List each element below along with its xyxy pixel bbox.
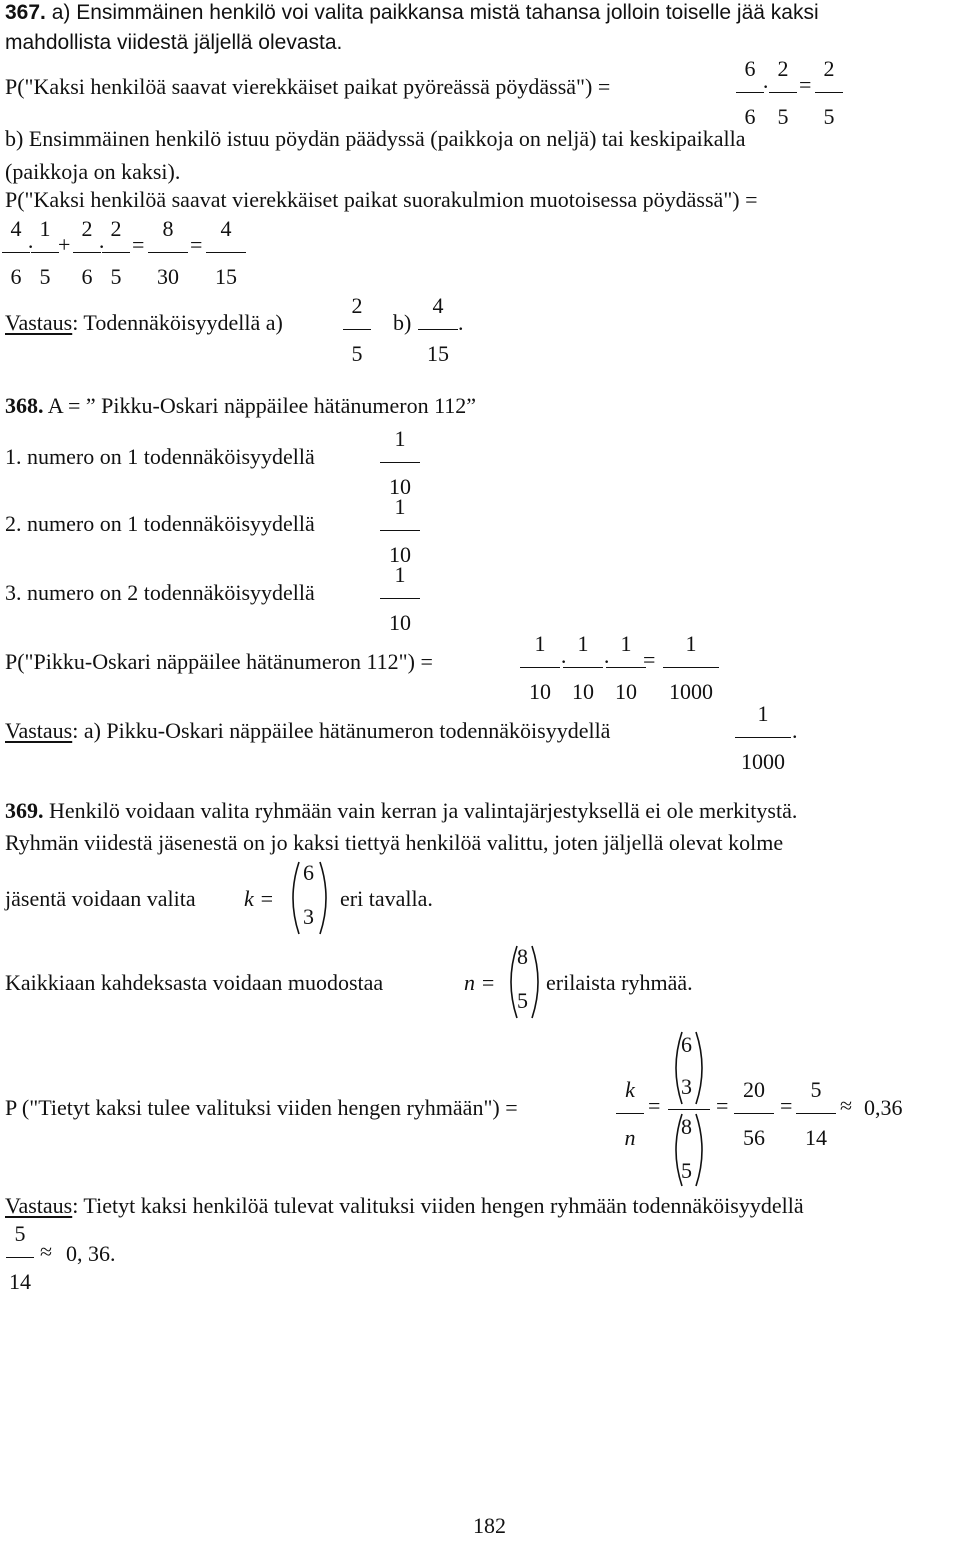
times-dot: · (560, 649, 568, 674)
fraction-bar (668, 1109, 710, 1110)
answer-fraction-5-14: 5 14 (6, 1223, 34, 1293)
digit2-line: 2. numero on 1 todennäköisyydellä (5, 511, 315, 536)
fraction-1-10-a: 1 10 (380, 428, 420, 498)
problem-369-line3-post: eri tavalla. (340, 886, 433, 911)
fraction-2-5-result: 2 5 (815, 58, 843, 128)
problem-367-b-line2: (paikkoja on kaksi). (5, 159, 181, 184)
equals-sign: = (799, 72, 812, 97)
fraction-4-6: 4 6 (2, 218, 30, 288)
vastaus-368: Vastaus: a) Pikku-Oskari näppäilee hätänumeron todennäköisyydellä (5, 718, 611, 743)
fraction-2-6: 2 6 (73, 218, 101, 288)
k-equals: k = (244, 886, 275, 911)
vastaus-b-label: b) (393, 310, 412, 335)
times-dot: · (762, 74, 770, 99)
equals-sign: = (716, 1093, 729, 1118)
right-paren (318, 860, 334, 930)
digit3-line: 3. numero on 2 todennäköisyydellä (5, 580, 315, 605)
period: . (458, 310, 464, 335)
binom-5-bottom: 5 (681, 1158, 692, 1183)
binom-6-top: 6 (681, 1032, 692, 1057)
digit1-line: 1. numero on 1 todennäköisyydellä (5, 444, 315, 469)
problem-369-line4-post: erilaista ryhmää. (546, 970, 693, 995)
approx-sign: ≈ (40, 1239, 53, 1264)
binom-3: 3 (303, 904, 314, 929)
fraction-1-10-p3: 1 10 (606, 633, 646, 703)
binom-5: 5 (517, 988, 528, 1013)
answer-fraction-1-1000: 1 1000 (735, 703, 791, 773)
fraction-5-14: 5 14 (796, 1079, 836, 1149)
fraction-2-5-b: 2 5 (102, 218, 130, 288)
fraction-1-5: 1 5 (31, 218, 59, 288)
page-number: 182 (473, 1513, 506, 1538)
fraction-1-1000: 1 1000 (663, 633, 719, 703)
problem-369-line4-pre: Kaikkiaan kahdeksasta voidaan muodostaa (5, 970, 384, 995)
plus-sign: + (58, 232, 71, 257)
problem-369-line3-pre: jäsentä voidaan valita (5, 886, 196, 911)
fraction-k-n: k n (616, 1079, 644, 1149)
equals-sign: = (643, 647, 656, 672)
prob-369-label: P ("Tietyt kaksi tulee valituksi viiden hengen ryhmään") = (5, 1095, 518, 1120)
equals-sign: = (648, 1093, 661, 1118)
fraction-1-10-b: 1 10 (380, 496, 420, 566)
fraction-6-6: 6 6 (736, 58, 764, 128)
right-paren (530, 944, 546, 1014)
fraction-8-30: 8 30 (148, 218, 188, 288)
equals-sign: = (780, 1093, 793, 1118)
times-dot: · (27, 234, 35, 259)
equals-sign: = (132, 232, 145, 257)
approx-sign: ≈ (840, 1093, 853, 1118)
binom-3-top: 3 (681, 1074, 692, 1099)
fraction-1-10-c: 1 10 (380, 564, 420, 634)
vastaus-369: Vastaus: Tietyt kaksi henkilöä tulevat valituksi viiden hengen ryhmään todennäköisyydellä (5, 1193, 804, 1218)
problem-369-line1: 369. Henkilö voidaan valita ryhmään vain kerran ja valintajärjestyksellä ei ole merkitystä. (5, 798, 798, 823)
prob-368-label: P("Pikku-Oskari näppäilee hätänumeron 112") = (5, 649, 433, 674)
approx-value: 0,36 (864, 1095, 903, 1120)
problem-number-368: 368. (5, 393, 44, 418)
right-paren (694, 1030, 710, 1100)
problem-367-b-line1: b) Ensimmäinen henkilö istuu pöydän päädyssä (paikkoja on neljä) tai keskipaikalla (5, 126, 746, 151)
problem-369-line2: Ryhmän viidestä jäsenestä on jo kaksi tiettyä henkilöä valittu, joten jäljellä olevat kolme (5, 830, 784, 855)
fraction-1-10-p2: 1 10 (563, 633, 603, 703)
fraction-2-5: 2 5 (769, 58, 797, 128)
equals-sign: = (190, 232, 203, 257)
problem-367-a-line2: mahdollista viidestä jäljellä olevasta. (5, 31, 343, 54)
vastaus-367: Vastaus: Todennäköisyydellä a) (5, 310, 283, 335)
problem-368-event: 368. A = ” Pikku-Oskari näppäilee hätänumeron 112” (5, 393, 477, 418)
times-dot: · (98, 234, 106, 259)
right-paren (694, 1112, 710, 1182)
answer-fraction-4-15: 4 15 (418, 295, 458, 365)
fraction-1-10-p1: 1 10 (520, 633, 560, 703)
binom-6: 6 (303, 860, 314, 885)
left-paren (285, 860, 301, 930)
answer-fraction-2-5: 2 5 (343, 295, 371, 365)
problem-367-a-line1: 367. a) Ensimmäinen henkilö voi valita paikkansa mistä tahansa jolloin toiselle jää kaksi (5, 1, 819, 24)
prob-367a-label: P("Kaksi henkilöä saavat vierekkäiset paikat pyöreässä pöydässä") = (5, 74, 611, 99)
period: . (792, 718, 798, 743)
n-equals: n = (464, 970, 496, 995)
fraction-20-56: 20 56 (734, 1079, 774, 1149)
answer-approx-value: 0, 36. (66, 1241, 116, 1266)
vastaus-label: Vastaus (5, 1193, 73, 1218)
times-dot: · (603, 649, 611, 674)
vastaus-label: Vastaus (5, 310, 73, 335)
prob-367b-label: P("Kaksi henkilöä saavat vierekkäiset paikat suorakulmion muotoisessa pöydässä") = (5, 187, 758, 212)
binom-8: 8 (517, 944, 528, 969)
problem-number-367: 367. (5, 1, 46, 24)
binom-8-bottom: 8 (681, 1114, 692, 1139)
problem-number-369: 369. (5, 798, 44, 823)
vastaus-label: Vastaus (5, 718, 73, 743)
fraction-4-15: 4 15 (206, 218, 246, 288)
